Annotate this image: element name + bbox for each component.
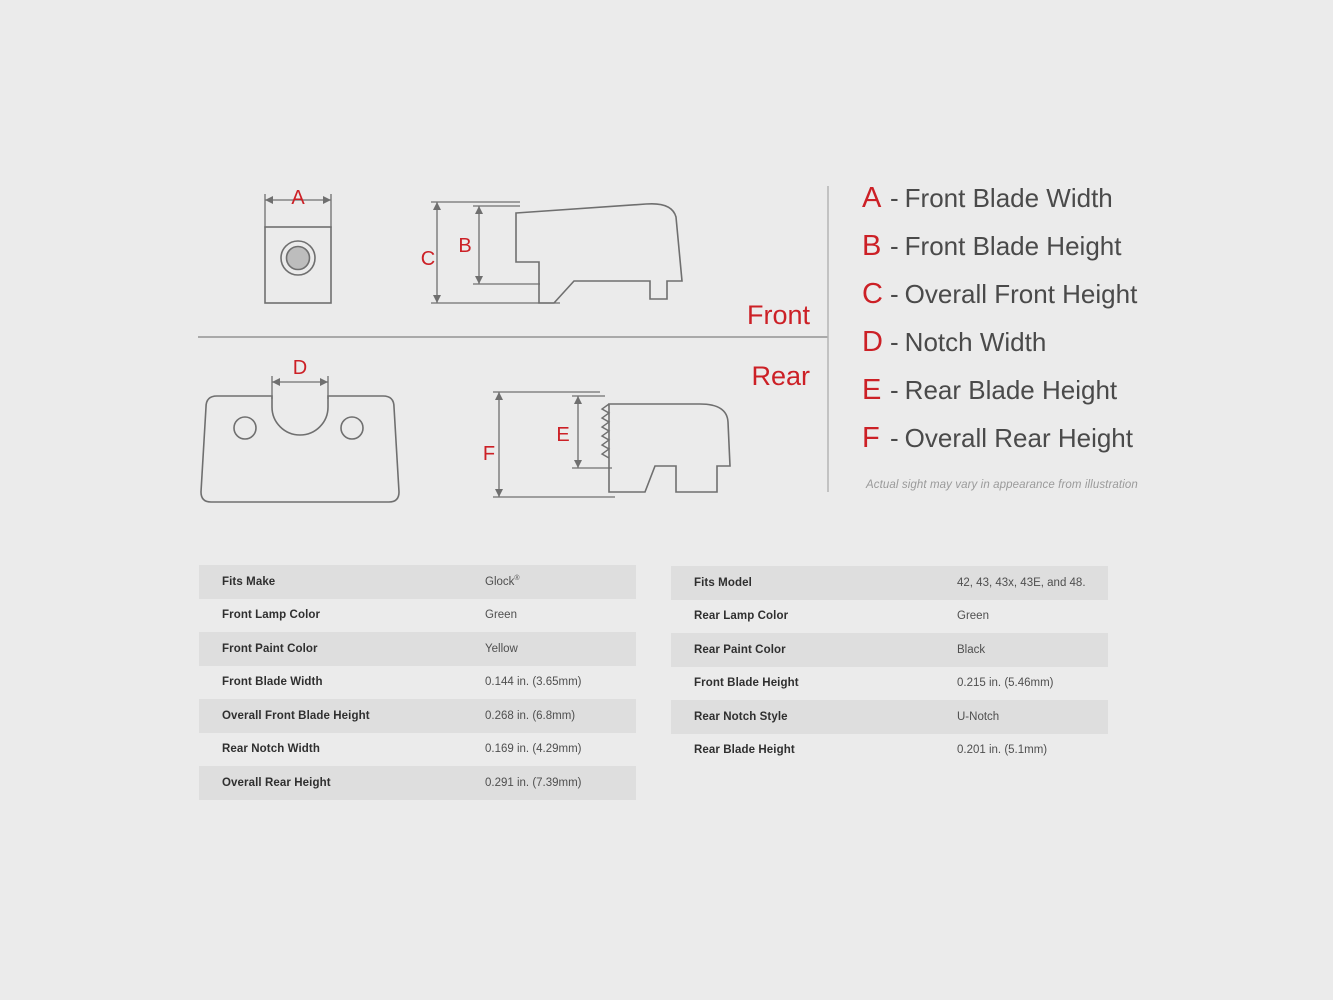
rear-section-title: Rear: [751, 361, 810, 391]
spec-label: Rear Notch Style: [694, 710, 788, 723]
table-row: [199, 699, 636, 733]
registered-mark: ®: [514, 575, 520, 583]
legend-text-f: Overall Rear Height: [904, 423, 1133, 453]
legend-item-b: [862, 230, 1292, 278]
table-row: [671, 734, 1108, 768]
spec-label: Rear Paint Color: [694, 643, 786, 656]
front-section-title: Front: [746, 300, 810, 330]
table-row: [671, 667, 1108, 701]
spec-value: Green: [957, 610, 989, 623]
spec-value-text: Glock: [485, 576, 515, 589]
dimension-c: [431, 202, 560, 303]
legend-text-b: Front Blade Height: [904, 231, 1122, 261]
dimension-f: [493, 392, 615, 497]
table-row: [199, 599, 636, 633]
table-row: [671, 633, 1108, 667]
legend-letter-c: C: [862, 278, 883, 310]
rear-sight-side-view: [602, 404, 730, 492]
legend-dash-c: -: [890, 279, 899, 309]
spec-value: 0.268 in. (6.8mm): [485, 709, 576, 722]
spec-value: 0.291 in. (7.39mm): [485, 776, 582, 789]
label-b: B: [458, 235, 472, 257]
spec-value: 42, 43, 43x, 43E, and 48.: [957, 576, 1086, 589]
legend-item-a: [862, 182, 1292, 230]
legend-letter-f: F: [862, 422, 880, 454]
legend-dash-b: -: [890, 231, 899, 261]
spec-value: 0.215 in. (5.46mm): [957, 677, 1054, 690]
legend-dash-f: -: [890, 423, 899, 453]
spec-label: Rear Blade Height: [694, 744, 795, 757]
spec-label: Rear Notch Width: [222, 743, 320, 756]
legend-text-a: Front Blade Width: [904, 183, 1113, 213]
legend-item-e: [862, 374, 1292, 422]
label-a: A: [291, 187, 305, 209]
table-row: [199, 733, 636, 767]
legend-letter-a: A: [862, 182, 882, 214]
label-e: E: [556, 424, 570, 446]
spec-label: Rear Lamp Color: [694, 610, 789, 623]
spec-value: [454, 565, 636, 599]
legend-text-c: Overall Front Height: [904, 279, 1138, 309]
table-row: [199, 565, 636, 599]
legend-text-e: Rear Blade Height: [904, 375, 1118, 405]
label-c: C: [420, 248, 436, 270]
table-row: [199, 632, 636, 666]
legend-dash-e: -: [890, 375, 899, 405]
rear-sight-top-view: [201, 396, 399, 502]
spec-value: Green: [485, 609, 517, 622]
table-row: [671, 566, 1108, 600]
table-row: [671, 700, 1108, 734]
legend-item-f: [862, 422, 1292, 470]
spec-label: Front Blade Width: [222, 676, 323, 689]
legend-item-d: [862, 326, 1292, 374]
spec-value: 0.144 in. (3.65mm): [485, 676, 582, 689]
table-row: [199, 766, 636, 800]
spec-value: Yellow: [485, 642, 518, 655]
legend-item-c: [862, 278, 1292, 326]
spec-value: U-Notch: [957, 710, 1000, 723]
spec-label: Front Lamp Color: [222, 609, 321, 622]
spec-label: Front Blade Height: [694, 677, 799, 690]
spec-table-left: [199, 565, 636, 800]
spec-label: Overall Rear Height: [222, 776, 331, 789]
legend-dash-a: -: [890, 183, 899, 213]
legend-dash-d: -: [890, 327, 899, 357]
front-sight-top-view: [265, 227, 331, 303]
spec-label: Fits Make: [222, 575, 276, 588]
legend-letter-b: B: [862, 230, 882, 262]
spec-value: 0.201 in. (5.1mm): [957, 744, 1048, 757]
legend-list: [862, 182, 1292, 470]
dimension-b: [473, 206, 540, 284]
spec-label: Fits Model: [694, 576, 752, 589]
label-f: F: [482, 443, 496, 465]
legend-text-d: Notch Width: [904, 327, 1047, 357]
spec-label: Overall Front Blade Height: [222, 709, 370, 722]
table-row: [199, 666, 636, 700]
legend-footnote: Actual sight may vary in appearance from illustration: [866, 479, 1138, 491]
legend-letter-d: D: [862, 326, 883, 358]
front-sight-side-view: [516, 204, 682, 303]
label-d: D: [292, 357, 308, 379]
spec-label: Front Paint Color: [222, 642, 318, 655]
spec-value: Black: [957, 643, 986, 656]
table-row: [671, 600, 1108, 634]
spec-value: 0.169 in. (4.29mm): [485, 743, 582, 756]
dimension-d: [272, 376, 328, 399]
legend-letter-e: E: [862, 374, 882, 406]
spec-table-right: [671, 566, 1108, 767]
